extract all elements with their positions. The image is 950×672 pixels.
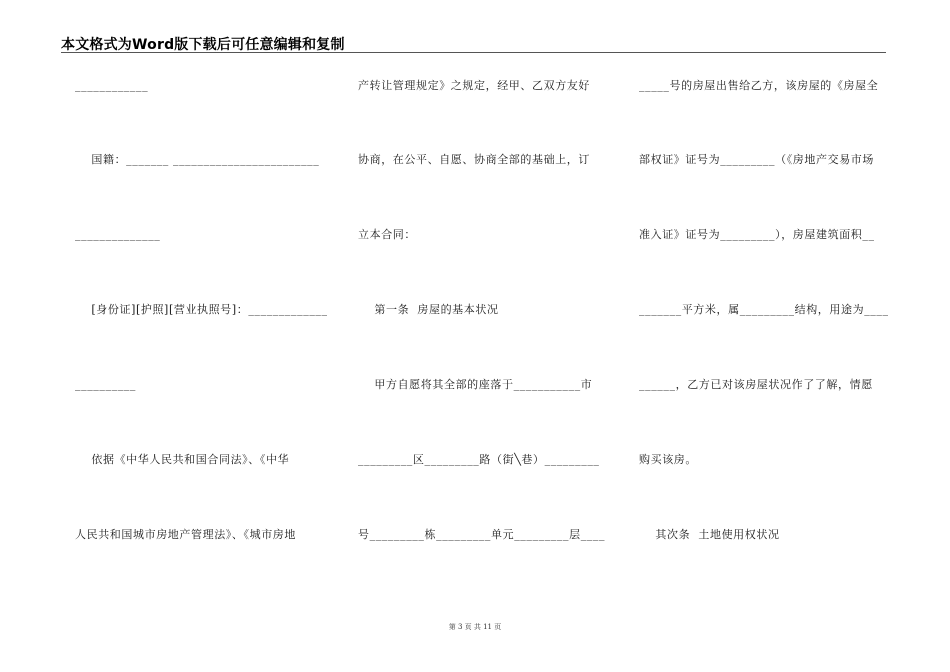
column-line: 第一条 房屋的基本状况	[358, 303, 499, 316]
column-line: 购买该房。	[639, 453, 697, 466]
column-line: 准入证》证号为_________），房屋建筑面积__	[639, 228, 875, 241]
page-number: 第 3 页 共 11 页	[448, 623, 502, 631]
column-line: 号_________栋_________单元_________层____	[358, 528, 606, 541]
column-line: [身份证][护照][营业执照号]：_____________	[75, 303, 328, 316]
column-line: 其次条 土地使用权状况	[639, 528, 780, 541]
column-line: ______，乙方已对该房屋状况作了了解，情愿	[639, 378, 873, 391]
column-line: 甲方自愿将其全部的座落于___________市	[358, 378, 593, 391]
column-line: __________	[75, 378, 136, 391]
column-line: 人民共和国城市房地产管理法》、《城市房地	[75, 528, 296, 541]
column-line: 国籍：_______ ________________________	[75, 153, 320, 166]
column-line: 协商，在公平、自愿、协商全部的基础上，订	[358, 153, 590, 166]
header-divider	[61, 52, 886, 53]
column-line: 产转让管理规定》之规定，经甲、乙双方友好	[358, 79, 590, 92]
column-line: _______平方米，属_________结构，用途为____	[639, 303, 889, 316]
column-line: ______________	[75, 228, 161, 241]
column-line: ____________	[75, 79, 149, 92]
column-line: 部权证》证号为_________（《房地产交易市场	[639, 153, 874, 166]
column-line: _____号的房屋出售给乙方，该房屋的《房屋全	[639, 79, 879, 92]
column-line: _________区_________路（街╲巷）_________	[358, 453, 600, 466]
column-line: 立本合同：	[358, 228, 416, 241]
document-header-title: 本文格式为Word版下载后可任意编辑和复制	[61, 37, 345, 53]
column-line: 依据《中华人民共和国合同法》、《中华	[75, 453, 290, 466]
